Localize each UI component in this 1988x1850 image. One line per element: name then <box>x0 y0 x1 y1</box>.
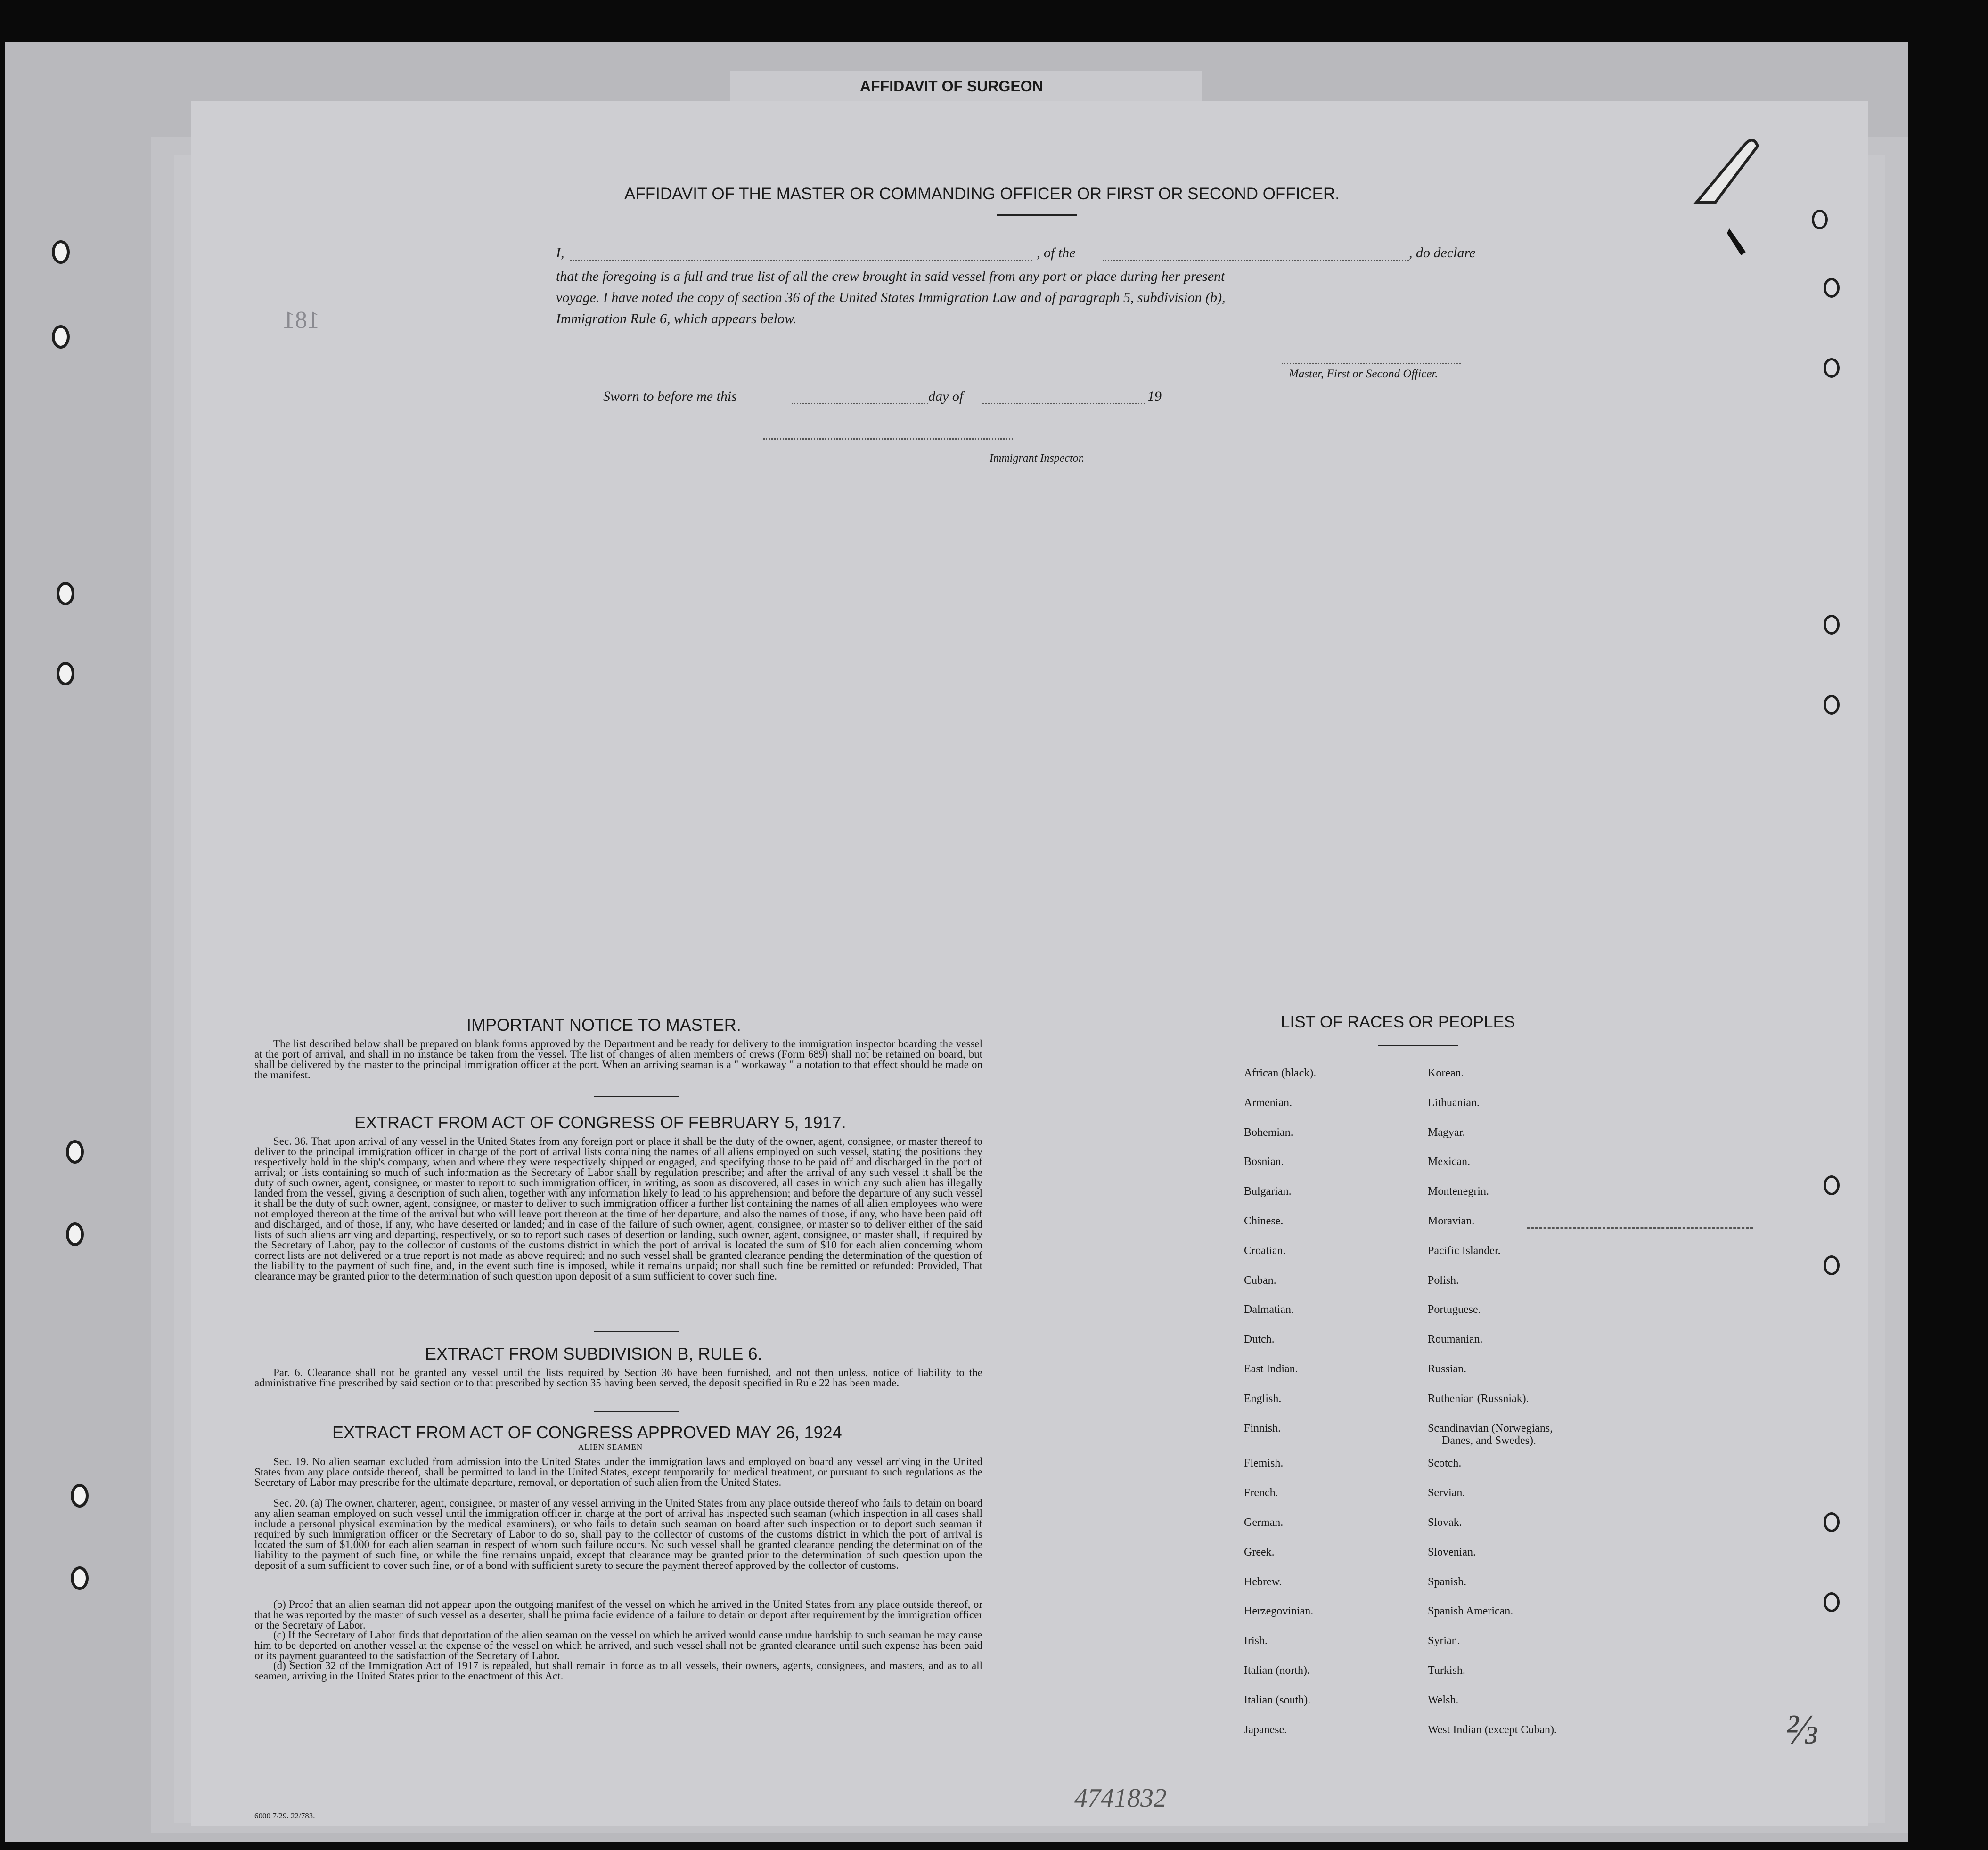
race-item: Mexican. <box>1428 1156 1470 1168</box>
extract-1917-body: Sec. 36. That upon arrival of any vessel in the United States from any foreign port or place it shall be the duty of the owner, agent, consignee, or master thereof to deliver to the principal immigration officer in charge of the port of arrival lists containing the names of all aliens employed on such vessel, stating the positions they respectively hold in the ship's company, when and where they were respectively shipped or engaged, and specifying those to be paid off and discharged in the port of arrival; or lists containing so much of such information as the Secretary of Labor shall by regulation prescribe; and after the arrival of any such vessel it shall be the duty of such owner, agent, consignee, or master to report to such immigration officer, in writing, as soon as discovered, all cases in which any such alien has illegally landed from the vessel, giving a description of such alien, together with any information likely to lead to his apprehension; and before the departure of any such vessel it shall be the duty of such owner, agent, consignee, or master to deliver to such immigration officer a further list containing the names of all alien employees who were not employed thereon at the time of the arrival but who will leave port thereon at the time of her departure, and also the names of those, if any, who have been paid off and discharged, and of those, if any, who have deserted or landed; and in case of the failure of such owner, agent, consignee, or master so to deliver either of the said lists of such aliens arriving and departing, respectively, or so to report such cases of desertion or landing, such owner, agent, consignee, or master shall, if required by the Secretary of Labor, pay to the collector of customs of the customs district in which the port of arrival is located the sum of $10 for each alien concerning whom correct lists are not delivered or a true report is not made as above required; and no such vessel shall be granted clearance pending the determination of the question of the liability to the payment of such fine, and, in the event such fine is imposed, while it remains unpaid; nor shall such fine be remitted or refunded: Provided, That clearance may be granted prior to the determination of such question upon deposit of a sum sufficient to cover such fine. <box>254 1135 982 1282</box>
race-item: West Indian (except Cuban). <box>1428 1723 1557 1736</box>
race-item: Hebrew. <box>1244 1575 1282 1588</box>
rule6-body: Par. 6. Clearance shall not be granted any vessel until the lists required by Section 36 have been furnished, and not then unless, notice of liability to the administrative fine prescribed by said section or to that prescribed by section 35 having been served, the deposit specified in Rule 22 has been made. <box>254 1367 982 1389</box>
inspector-caption: Immigrant Inspector. <box>990 452 1085 465</box>
vessel-name-field[interactable] <box>1103 260 1409 261</box>
officer-signature-field[interactable] <box>1282 363 1461 364</box>
declare-label: , do declare <box>1409 245 1476 261</box>
extract-1917-title: EXTRACT FROM ACT OF CONGRESS OF FEBRUARY 5, 1917. <box>354 1113 846 1132</box>
sworn-day-field[interactable] <box>792 403 928 404</box>
race-item: German. <box>1244 1516 1284 1529</box>
race-item: Cuban. <box>1244 1274 1276 1287</box>
race-item: Chinese. <box>1244 1215 1284 1227</box>
race-item: Welsh. <box>1428 1694 1459 1706</box>
race-item: English. <box>1244 1392 1282 1405</box>
inspector-signature-field[interactable] <box>763 438 1013 440</box>
affidavit-line-2: that the foregoing is a full and true list of all the crew brought in said vessel from any port or place during her present <box>556 269 1225 284</box>
race-item: Roumanian. <box>1428 1333 1483 1346</box>
punch-hole-right-6 <box>1824 1175 1840 1195</box>
race-item: Slovenian. <box>1428 1546 1476 1558</box>
punch-hole-left-8 <box>71 1566 89 1590</box>
race-scandinavian-continuation: Danes, and Swedes). <box>1442 1434 1536 1447</box>
race-item: Dutch. <box>1244 1333 1275 1346</box>
punch-hole-left-5 <box>66 1140 84 1164</box>
punch-hole-right-4 <box>1824 615 1840 635</box>
declarant-prefix: I, <box>556 245 564 261</box>
punch-hole-left-2 <box>52 325 70 349</box>
race-item: Finnish. <box>1244 1422 1281 1434</box>
punch-hole-left-4 <box>57 662 74 685</box>
punch-hole-left-6 <box>66 1222 84 1246</box>
extract-1924-subtitle: ALIEN SEAMEN <box>578 1443 643 1451</box>
sworn-label: Sworn to before me this <box>603 389 737 404</box>
handwritten-number: 4741832 <box>1074 1784 1167 1813</box>
punch-hole-right-8 <box>1824 1512 1840 1532</box>
affidavit-title: AFFIDAVIT OF THE MASTER OR COMMANDING OFFICER OR FIRST OR SECOND OFFICER. <box>624 185 1340 203</box>
race-item: Portuguese. <box>1428 1304 1481 1316</box>
race-item: Croatian. <box>1244 1244 1286 1257</box>
extract-1924-sec20a: Sec. 20. (a) The owner, charterer, agent, consignee, or master of any vessel arriving in the United States from any place outside thereof who fails to detain on board any alien seaman employed on such vessel until the immigration officer in charge at the port of arrival has inspected such seaman (which inspection in all cases shall include a personal physical examination by the medical examiners), or who fails to detain such seaman on board after such inspection or to deport such seaman if required by such immigration officer or the Secretary of Labor to do so, shall pay to the collector of customs of the customs district in which the port of arrival is located the sum of $1,000 for each alien seaman in respect of whom such failure occurs. No such vessel shall be granted clearance pending the determination of the liability to the payment of such fine, or while the fine remains unpaid, except that clearance may be granted prior to the determination of such question upon the deposit of a sum sufficient to cover such fine, or of a bond with sufficient surety to secure the payment thereof approved by the collector of customs. <box>254 1497 982 1571</box>
race-item: Pacific Islander. <box>1428 1244 1501 1257</box>
punch-hole-right-5 <box>1824 695 1840 715</box>
race-item: Flemish. <box>1244 1457 1284 1470</box>
race-item: Armenian. <box>1244 1096 1292 1109</box>
notice-divider <box>594 1096 679 1097</box>
race-item: Japanese. <box>1244 1723 1287 1736</box>
affidavit-line-4: Immigration Rule 6, which appears below. <box>556 311 797 326</box>
race-item: Lithuanian. <box>1428 1096 1480 1109</box>
margin-number: 181 <box>283 307 319 334</box>
year-label: 19 <box>1147 389 1162 404</box>
tack-icon <box>1725 226 1753 259</box>
extract-1924-sec20c: (c) If the Secretary of Labor finds that deportation of the alien seaman on the vessel on which he arrived would cause undue hardship to such seaman he may cause him to be deported on another vessel at the expense of the vessel on which he arrived, and such vessel shall not be granted clearance until such expense has been paid or its payment guaranteed to the satisfaction of the Secretary of Labor. <box>254 1629 982 1662</box>
race-item: Spanish American. <box>1428 1605 1513 1618</box>
extract-1924-title: EXTRACT FROM ACT OF CONGRESS APPROVED MAY 26, 1924 <box>332 1423 842 1442</box>
race-item: Moravian. <box>1428 1215 1475 1227</box>
sworn-month-field[interactable] <box>982 403 1145 404</box>
notice-body: The list described below shall be prepared on blank forms approved by the Department and be ready for delivery to the immigration inspector boarding the vessel at the port of arrival, and shall in no instance be taken from the vessel. The list of changes of alien members of crews (Form 689) shall not be retained on board, but shall be delivered by the master to the principal immigration officer at the port. When an arriving seaman is a " workaway " a notation to that effect should be made on the manifest. <box>254 1038 982 1081</box>
tab-header: AFFIDAVIT OF SURGEON <box>860 78 1043 95</box>
form-code: 6000 7/29. 22/783. <box>254 1811 315 1820</box>
race-item: East Indian. <box>1244 1363 1298 1375</box>
extract-1924-sec19: Sec. 19. No alien seaman excluded from admission into the United States under the immigration laws and employed on board any vessel arriving in the United States from any place outside thereof, shall be permitted to land in the United States, except temporarily for medical treatment, or pursuant to such regulations as the Secretary of Labor may prescribe for the ultimate departure, removal, or deportation of such alien from the United States. <box>254 1456 982 1488</box>
race-item: Magyar. <box>1428 1126 1465 1139</box>
punch-hole-left-3 <box>57 582 74 605</box>
extract-1917-divider <box>594 1331 679 1332</box>
race-item: Spanish. <box>1428 1575 1467 1588</box>
race-item: Korean. <box>1428 1067 1464 1079</box>
races-divider <box>1378 1045 1458 1046</box>
punch-hole-left-7 <box>71 1484 89 1508</box>
punch-hole-left-1 <box>52 240 70 264</box>
race-item: Polish. <box>1428 1274 1459 1287</box>
race-item: French. <box>1244 1487 1278 1500</box>
race-item: Greek. <box>1244 1546 1275 1558</box>
race-item: Scandinavian (Norwegians, <box>1428 1422 1553 1434</box>
race-item: Dalmatian. <box>1244 1304 1294 1316</box>
punch-hole-right-1 <box>1812 210 1828 229</box>
officer-signature-caption: Master, First or Second Officer. <box>1289 367 1438 380</box>
punch-hole-right-9 <box>1824 1592 1840 1612</box>
declarant-name-field[interactable] <box>570 260 1032 261</box>
race-item: Herzegovinian. <box>1244 1605 1314 1618</box>
race-item: Servian. <box>1428 1487 1465 1500</box>
extract-1924-sec20b: (b) Proof that an alien seaman did not appear upon the outgoing manifest of the vessel on which he arrived in the United States from any place outside thereof, or that he was reported by the master of such vessel as a deserter, shall be prima facie evidence of a failure to detain or deport after requirement by the immigration officer or the Secretary of Labor. <box>254 1598 982 1631</box>
moravian-dash-line <box>1527 1227 1753 1229</box>
race-item: Scotch. <box>1428 1457 1462 1470</box>
day-of-label: day of <box>928 389 964 404</box>
rule6-divider <box>594 1411 679 1412</box>
rule6-title: EXTRACT FROM SUBDIVISION B, RULE 6. <box>425 1344 762 1363</box>
affidavit-line-3: voyage. I have noted the copy of section 36 of the United States Immigration Law and of paragraph 5, subdivision (b), <box>556 290 1226 305</box>
corner-mark: ⅔ <box>1786 1706 1818 1753</box>
title-underline <box>997 214 1077 216</box>
race-item: Ruthenian (Russniak). <box>1428 1392 1529 1405</box>
race-item: Bosnian. <box>1244 1156 1284 1168</box>
of-the-label: , of the <box>1037 245 1076 261</box>
race-item: Italian (north). <box>1244 1664 1310 1677</box>
race-item: Slovak. <box>1428 1516 1462 1529</box>
races-title: LIST OF RACES OR PEOPLES <box>1281 1013 1515 1031</box>
race-item: African (black). <box>1244 1067 1317 1079</box>
race-item: Irish. <box>1244 1635 1268 1647</box>
race-item: Syrian. <box>1428 1635 1460 1647</box>
punch-hole-right-2 <box>1824 278 1840 298</box>
punch-hole-right-7 <box>1824 1255 1840 1275</box>
extract-1924-sec20d: (d) Section 32 of the Immigration Act of 1917 is repealed, but shall remain in force as to all vessels, their owners, agents, consignees, and masters, and as to all seamen, arriving in the United States prior to the enactment of this Act. <box>254 1660 982 1682</box>
race-item: Bulgarian. <box>1244 1185 1292 1198</box>
race-item: Bohemian. <box>1244 1126 1293 1139</box>
race-item: Montenegrin. <box>1428 1185 1489 1198</box>
race-item: Italian (south). <box>1244 1694 1311 1706</box>
race-item: Russian. <box>1428 1363 1467 1375</box>
pen-clip-icon <box>1687 127 1772 212</box>
punch-hole-right-3 <box>1824 358 1840 378</box>
race-item: Turkish. <box>1428 1664 1465 1677</box>
notice-title: IMPORTANT NOTICE TO MASTER. <box>466 1015 741 1035</box>
